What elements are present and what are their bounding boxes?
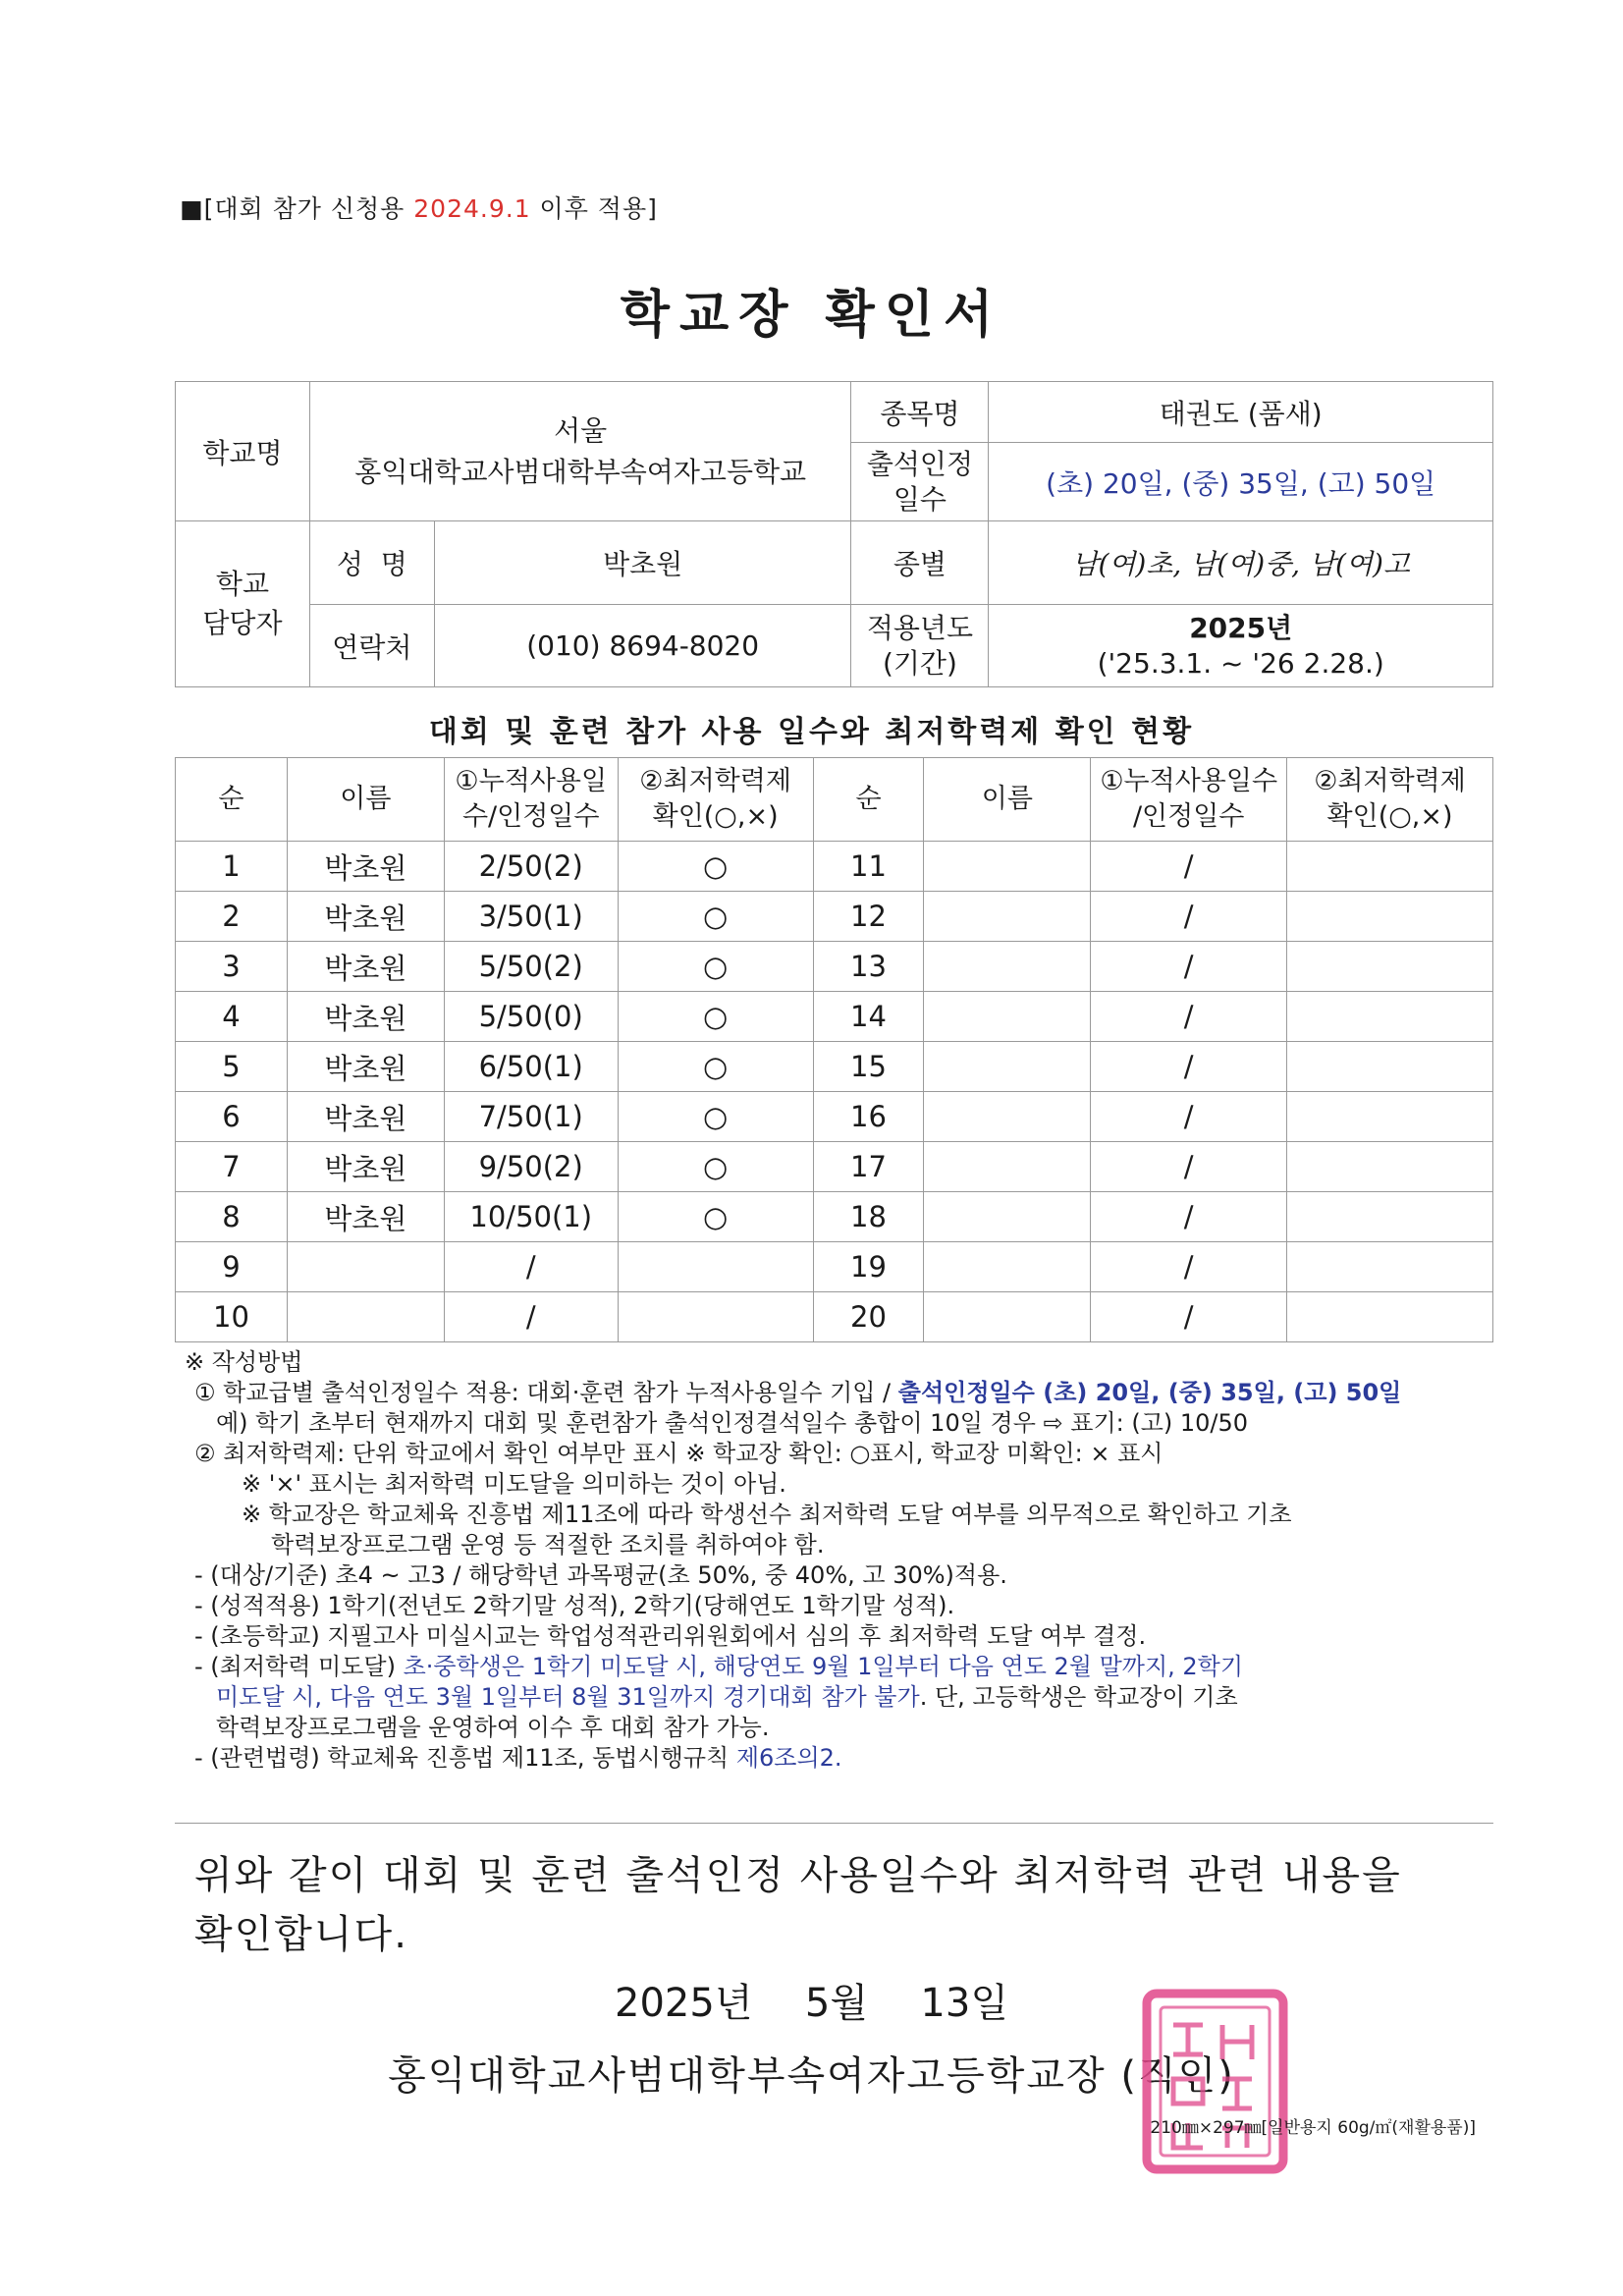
period-value: ('25.3.1. ~ '26 2.28.) [1097,646,1384,680]
note-1 [194,1378,1500,1408]
detail-4-suffix: . 단, 고등학생은 학교장이 기초 [919,1683,1238,1711]
table-row [176,1042,1493,1092]
row-check: ○ [618,1192,813,1242]
section-subtitle: 대회 및 훈련 참가 사용 일수와 최저학력제 확인 현황 [428,715,1195,749]
row-number: 6 [176,1092,288,1142]
table-row [176,992,1493,1042]
row-name [924,1242,1091,1292]
row-name: 박초원 [287,1092,444,1142]
header-note-date: 2024.9.1 [413,194,531,223]
row-check: ○ [618,1042,813,1092]
header-name-right: 이름 [924,758,1091,842]
row-check [1287,1142,1493,1192]
row-number: 16 [813,1092,924,1142]
name-value: 박초원 [434,521,851,605]
header-check-right-line2: 확인(○,×) [1326,801,1453,832]
category-value: 남(여)초, 남(여)중, 남(여)고 [989,521,1493,605]
row-name [924,942,1091,992]
confirmation-text [194,1846,1500,1964]
row-name [924,992,1091,1042]
row-days: / [1091,942,1287,992]
row-number: 14 [813,992,924,1042]
table-row [176,1092,1493,1142]
year-value: 2025년 [1189,611,1293,644]
row-name [287,1242,444,1292]
detail-5 [194,1743,1500,1774]
detail-4-end: 학력보장프로그램을 운영하여 이수 후 대회 참가 가능. [216,1714,770,1741]
row-days: / [1091,842,1287,892]
row-name [924,842,1091,892]
official-seal-icon [1139,1986,1291,2177]
row-check [1287,1192,1493,1242]
table-row [176,1242,1493,1292]
row-number: 7 [176,1142,288,1192]
row-name: 박초원 [287,842,444,892]
header-no-right: 순 [813,758,924,842]
note-2-sub2b: 학력보장프로그램 운영 등 적절한 조치를 취하여야 함. [271,1531,825,1558]
row-number: 20 [813,1292,924,1342]
row-days: 5/50(0) [444,992,618,1042]
note-2-sub1: ※ '×' 표시는 최저학력 미도달을 의미하는 것이 아님. [242,1470,786,1498]
row-days: / [1091,1042,1287,1092]
confirmation-line1: 위와 같이 대회 및 훈련 출석인정 사용일수와 최저학력 관련 내용을 [194,1853,1402,1898]
manager-label [176,521,310,687]
table-row [176,842,1493,892]
row-name: 박초원 [287,942,444,992]
row-days: 5/50(2) [444,942,618,992]
detail-3: - (초등학교) 지필고사 미실시교는 학업성적관리위원회에서 심의 후 최저학력 도달 여부 결정. [194,1622,1147,1650]
row-check [1287,1092,1493,1142]
row-number: 2 [176,892,288,942]
year-cell [989,605,1493,687]
divider [175,1823,1493,1824]
row-number: 8 [176,1192,288,1242]
row-days: 7/50(1) [444,1092,618,1142]
header-note [180,190,658,225]
school-label: 학교명 [176,382,310,521]
info-table [175,381,1493,687]
year-label-line1: 적용년도 [866,611,974,644]
row-check [1287,942,1493,992]
table-row [176,1192,1493,1242]
row-number: 10 [176,1292,288,1342]
contact-label: 연락처 [309,605,434,687]
year-label-line2: (기간) [882,646,957,680]
header-days-left [444,758,618,842]
row-check: ○ [618,842,813,892]
detail-5-highlight: 제6조의2. [735,1744,842,1772]
attendance-value: (초) 20일, (중) 35일, (고) 50일 [989,443,1493,521]
row-check: ○ [618,992,813,1042]
row-check [1287,842,1493,892]
detail-4 [194,1652,1500,1682]
row-days: / [1091,1242,1287,1292]
event-label: 종목명 [851,382,989,443]
table-row [176,942,1493,992]
note-2: ② 최저학력제: 단위 학교에서 확인 여부만 표시 ※ 학교장 확인: ○표시, 학교장 미확인: × 표시 [194,1440,1163,1467]
row-days: / [1091,1192,1287,1242]
row-name: 박초원 [287,892,444,942]
row-name [924,892,1091,942]
row-days: / [1091,1292,1287,1342]
row-check: ○ [618,892,813,942]
usage-header-row [176,758,1493,842]
note-2-sub2a: ※ 학교장은 학교체육 진흥법 제11조에 따라 학생선수 최저학력 도달 여부를 의무적으로 확인하고 기초 [242,1501,1292,1528]
note-1-text: ① 학교급별 출석인정일수 적용: 대회·훈련 참가 누적사용일수 기입 / [194,1379,898,1406]
header-days-right-line2: /인정일수 [1132,801,1245,832]
row-name [924,1192,1091,1242]
row-days: 2/50(2) [444,842,618,892]
header-days-right-line1: ①누적사용일수 [1100,766,1278,796]
header-no-left: 순 [176,758,288,842]
name-label: 성 명 [309,521,434,605]
row-name [287,1292,444,1342]
header-check-right-line1: ②최저학력제 [1314,766,1466,796]
contact-value: (010) 8694-8020 [434,605,851,687]
row-check [1287,1292,1493,1342]
row-number: 18 [813,1192,924,1242]
row-days: / [1091,1142,1287,1192]
row-check [1287,892,1493,942]
row-check: ○ [618,1142,813,1192]
row-days: / [1091,892,1287,942]
header-days-left-line2: 수/인정일수 [461,801,600,832]
row-number: 11 [813,842,924,892]
detail-2: - (성적적용) 1학기(전년도 2학기말 성적), 2학기(당해연도 1학기말 성적). [194,1592,955,1619]
manager-label-line1: 학교 [215,568,269,600]
row-name [924,1092,1091,1142]
manager-label-line2: 담당자 [202,607,283,639]
year-label [851,605,989,687]
row-check: ○ [618,942,813,992]
row-name: 박초원 [287,992,444,1042]
row-name [924,1292,1091,1342]
header-days-right [1091,758,1287,842]
row-name: 박초원 [287,1142,444,1192]
header-check-left-line1: ②최저학력제 [639,766,791,796]
sign-date: 2025년 5월 13일 [615,1981,1008,2026]
row-days: 10/50(1) [444,1192,618,1242]
row-number: 19 [813,1242,924,1292]
row-number: 1 [176,842,288,892]
row-check [1287,992,1493,1042]
row-check [618,1242,813,1292]
detail-4-cont [194,1682,1500,1713]
detail-4-prefix: - (최저학력 미도달) [194,1653,404,1680]
table-row [176,1292,1493,1342]
detail-4-highlight-b: 미도달 시, 다음 연도 3월 1일부터 8월 31일까지 경기대회 참가 불가 [216,1683,920,1711]
header-note-suffix: 이후 적용] [530,194,658,223]
attendance-label [851,443,989,521]
event-value: 태권도 (품새) [989,382,1493,443]
school-cell [309,382,851,521]
row-name: 박초원 [287,1042,444,1092]
row-name [924,1042,1091,1092]
school-region: 서울 [554,413,608,447]
row-check [618,1292,813,1342]
confirmation-line2: 확인합니다. [194,1912,408,1957]
row-number: 13 [813,942,924,992]
row-number: 12 [813,892,924,942]
usage-table [175,757,1493,1342]
header-check-left [618,758,813,842]
writing-instructions [185,1347,1500,1774]
row-name [924,1142,1091,1192]
row-days: / [444,1292,618,1342]
principal-signature: 홍익대학교사범대학부속여자고등학교장 (직인) [388,2053,1235,2099]
table-row [176,1142,1493,1192]
row-number: 15 [813,1042,924,1092]
row-check [1287,1242,1493,1292]
header-check-left-line2: 확인(○,×) [652,801,779,832]
row-days: / [1091,1092,1287,1142]
row-check: ○ [618,1092,813,1142]
row-number: 4 [176,992,288,1042]
row-days: 9/50(2) [444,1142,618,1192]
header-note-prefix: ■[대회 참가 신청용 [180,194,414,223]
detail-4-highlight-a: 초·중학생은 1학기 미도달 시, 해당연도 9월 1일부터 다음 연도 2월 말까지, 2학기 [403,1653,1244,1680]
detail-5-text: - (관련법령) 학교체육 진흥법 제11조, 동법시행규칙 [194,1744,736,1772]
row-days: 3/50(1) [444,892,618,942]
paper-spec: 210㎜×297㎜[일반용지 60g/㎡(재활용품)] [1150,2118,1476,2138]
table-row [176,892,1493,942]
header-name-left: 이름 [287,758,444,842]
header-check-right [1287,758,1493,842]
detail-1: - (대상/기준) 초4 ~ 고3 / 해당학년 과목평균(초 50%, 중 40%, 고 30%)적용. [194,1561,1007,1589]
row-number: 3 [176,942,288,992]
header-days-left-line1: ①누적사용일 [455,766,608,796]
notes-heading: ※ 작성방법 [185,1348,303,1376]
note-1-example: 예) 학기 초부터 현재까지 대회 및 훈련참가 출석인정결석일수 총합이 10일 경우 ⇨ 표기: (고) 10/50 [216,1409,1249,1437]
row-days: 6/50(1) [444,1042,618,1092]
category-label: 종별 [851,521,989,605]
document-title: 학교장 확인서 [620,286,1003,345]
row-number: 5 [176,1042,288,1092]
attendance-label-line1: 출석인정 [866,447,974,480]
row-days: / [1091,992,1287,1042]
note-1-highlight: 출석인정일수 (초) 20일, (중) 35일, (고) 50일 [897,1379,1402,1406]
school-name: 홍익대학교사범대학부속여자고등학교 [354,455,807,488]
row-name: 박초원 [287,1192,444,1242]
row-number: 17 [813,1142,924,1192]
attendance-label-line2: 일수 [893,482,947,516]
row-days: / [444,1242,618,1292]
row-number: 9 [176,1242,288,1292]
row-check [1287,1042,1493,1092]
